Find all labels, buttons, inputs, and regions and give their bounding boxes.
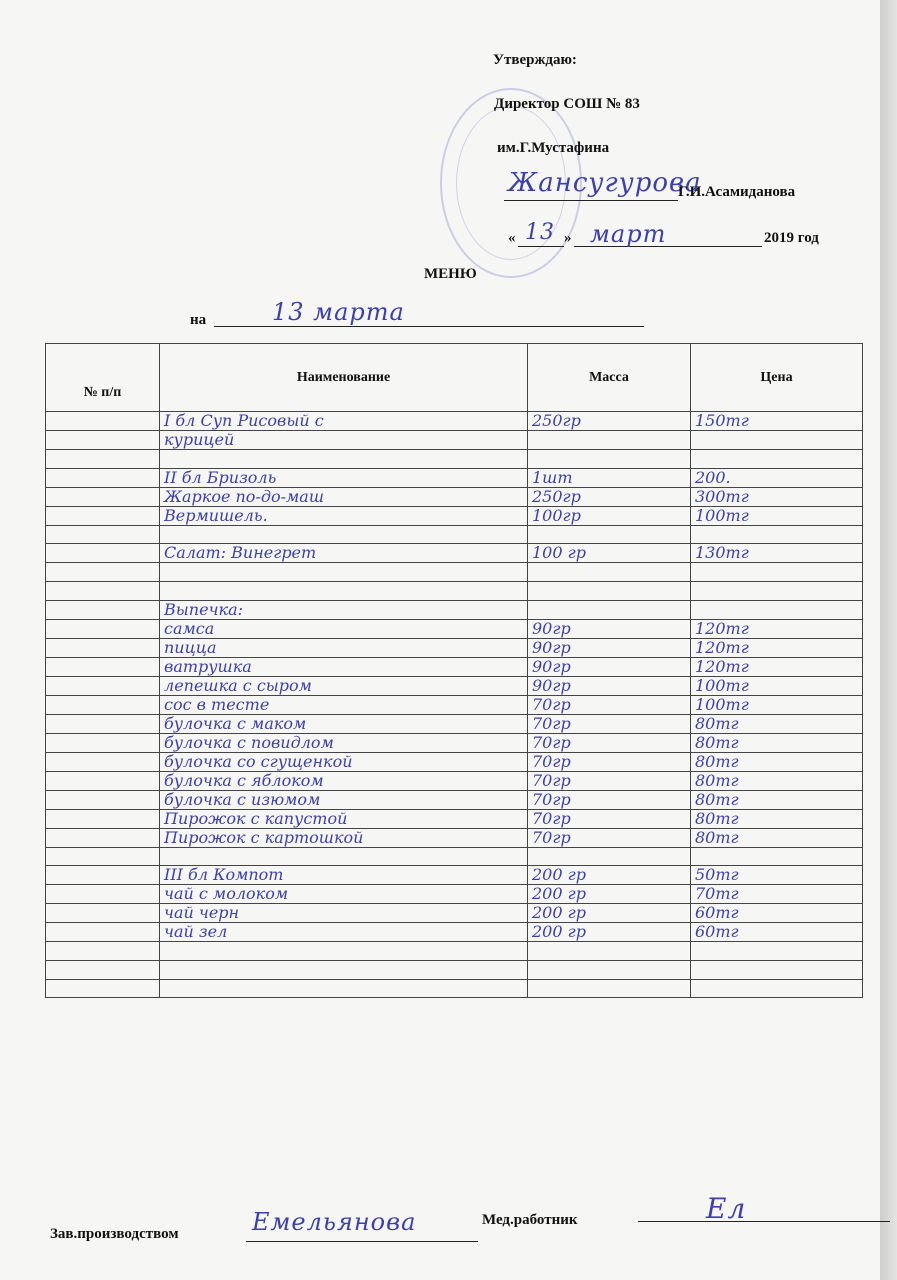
item-mass xyxy=(528,979,691,998)
table-row xyxy=(46,638,863,657)
item-name: самса xyxy=(160,619,528,638)
item-price: 120тг xyxy=(691,657,863,676)
date-day: 13 xyxy=(525,220,555,245)
director-signature: Жансугурова xyxy=(508,168,702,198)
item-number xyxy=(46,450,160,469)
item-number xyxy=(46,619,160,638)
item-mass xyxy=(528,525,691,544)
menu-date: 13 марта xyxy=(272,298,405,326)
item-name: пицца xyxy=(160,638,528,657)
item-number xyxy=(46,733,160,752)
item-price: 80тг xyxy=(691,809,863,828)
item-price: 80тг xyxy=(691,714,863,733)
item-mass: 200 гр xyxy=(528,866,691,885)
item-mass: 100гр xyxy=(528,506,691,525)
item-name: чай черн xyxy=(160,904,528,923)
item-price: 120тг xyxy=(691,619,863,638)
item-name: II бл Бризоль xyxy=(160,468,528,487)
item-name: булочка со сгущенкой xyxy=(160,752,528,771)
item-price: 70тг xyxy=(691,885,863,904)
table-row xyxy=(46,676,863,695)
item-number xyxy=(46,809,160,828)
item-number xyxy=(46,563,160,582)
item-name: булочка с яблоком xyxy=(160,771,528,790)
page-title: МЕНЮ xyxy=(424,266,477,282)
item-name xyxy=(160,450,528,469)
item-mass xyxy=(528,431,691,450)
item-number xyxy=(46,695,160,714)
item-mass: 70гр xyxy=(528,714,691,733)
column-header-price: Цена xyxy=(691,344,863,412)
item-name: Пирожок с картошкой xyxy=(160,828,528,847)
menu-date-prefix: на xyxy=(190,312,207,328)
item-number xyxy=(46,828,160,847)
item-name xyxy=(160,942,528,961)
date-year: 2019 год xyxy=(764,230,819,246)
item-mass xyxy=(528,847,691,866)
item-price: 80тг xyxy=(691,752,863,771)
item-price: 80тг xyxy=(691,790,863,809)
table-row xyxy=(46,450,863,469)
table-row xyxy=(46,904,863,923)
item-mass: 70гр xyxy=(528,695,691,714)
item-name: Салат: Винегрет xyxy=(160,544,528,563)
item-name: III бл Компот xyxy=(160,866,528,885)
item-name: I бл Суп Рисовый с xyxy=(160,412,528,431)
item-mass: 200 гр xyxy=(528,885,691,904)
table-row xyxy=(46,563,863,582)
table-row xyxy=(46,828,863,847)
table-row xyxy=(46,525,863,544)
item-number xyxy=(46,885,160,904)
item-name: булочка с изюмом xyxy=(160,790,528,809)
item-name xyxy=(160,525,528,544)
item-number xyxy=(46,657,160,676)
item-number xyxy=(46,752,160,771)
item-mass xyxy=(528,960,691,979)
item-number xyxy=(46,923,160,942)
item-name: булочка с повидлом xyxy=(160,733,528,752)
item-price: 50тг xyxy=(691,866,863,885)
item-price: 120тг xyxy=(691,638,863,657)
column-header-mass: Масса xyxy=(528,344,691,412)
column-header-name: Наименование xyxy=(160,344,528,412)
item-mass: 70гр xyxy=(528,790,691,809)
medic-signature: Ел xyxy=(706,1192,747,1225)
item-number xyxy=(46,544,160,563)
item-price xyxy=(691,960,863,979)
item-name: лепешка с сыром xyxy=(160,676,528,695)
item-name: ватрушка xyxy=(160,657,528,676)
approve-label: Утверждаю: xyxy=(493,52,577,68)
table-row xyxy=(46,619,863,638)
date-close-quote: » xyxy=(564,230,572,246)
director-signature-line xyxy=(504,200,678,201)
item-number xyxy=(46,790,160,809)
item-number xyxy=(46,942,160,961)
item-number xyxy=(46,431,160,450)
table-row xyxy=(46,885,863,904)
table-row xyxy=(46,847,863,866)
table-row xyxy=(46,866,863,885)
medic-signature-line xyxy=(638,1221,890,1222)
item-name xyxy=(160,563,528,582)
item-name xyxy=(160,979,528,998)
item-name: чай с молоком xyxy=(160,885,528,904)
item-name xyxy=(160,847,528,866)
table-row xyxy=(46,600,863,619)
item-name: чай зел xyxy=(160,923,528,942)
school-name: им.Г.Мустафина xyxy=(497,140,610,156)
item-price xyxy=(691,979,863,998)
item-mass: 1шт xyxy=(528,468,691,487)
item-price: 100тг xyxy=(691,676,863,695)
item-price: 60тг xyxy=(691,923,863,942)
production-signature: Емельянова xyxy=(252,1208,417,1236)
table-row xyxy=(46,487,863,506)
item-price: 80тг xyxy=(691,733,863,752)
item-number xyxy=(46,960,160,979)
item-number xyxy=(46,904,160,923)
item-mass: 250гр xyxy=(528,412,691,431)
table-row xyxy=(46,790,863,809)
table-row xyxy=(46,431,863,450)
table-row xyxy=(46,695,863,714)
table-header-row xyxy=(46,344,863,412)
item-name: булочка с маком xyxy=(160,714,528,733)
medic-label: Мед.работник xyxy=(482,1212,578,1228)
item-name: Вермишель. xyxy=(160,506,528,525)
director-title: Директор СОШ № 83 xyxy=(494,96,640,112)
item-number xyxy=(46,600,160,619)
column-header-number: № п/п xyxy=(46,344,160,412)
item-name: Жаркое по-до-маш xyxy=(160,487,528,506)
table-row xyxy=(46,506,863,525)
item-price: 300тг xyxy=(691,487,863,506)
item-name xyxy=(160,960,528,979)
item-price: 150тг xyxy=(691,412,863,431)
item-price: 80тг xyxy=(691,828,863,847)
item-mass: 70гр xyxy=(528,809,691,828)
item-name: курицей xyxy=(160,431,528,450)
item-mass xyxy=(528,450,691,469)
item-mass: 90гр xyxy=(528,657,691,676)
item-number xyxy=(46,525,160,544)
table-row xyxy=(46,468,863,487)
item-mass: 70гр xyxy=(528,828,691,847)
item-mass: 200 гр xyxy=(528,923,691,942)
table-row xyxy=(46,942,863,961)
item-price: 60тг xyxy=(691,904,863,923)
item-mass: 70гр xyxy=(528,752,691,771)
item-mass: 250гр xyxy=(528,487,691,506)
item-mass xyxy=(528,600,691,619)
item-number xyxy=(46,979,160,998)
item-name: сос в тесте xyxy=(160,695,528,714)
item-price xyxy=(691,847,863,866)
item-name: Выпечка: xyxy=(160,600,528,619)
item-price: 200. xyxy=(691,468,863,487)
item-number xyxy=(46,506,160,525)
item-mass: 90гр xyxy=(528,676,691,695)
table-row xyxy=(46,979,863,998)
item-mass: 90гр xyxy=(528,619,691,638)
item-price xyxy=(691,525,863,544)
director-name: Г.И.Асамиданова xyxy=(678,184,796,200)
date-open-quote: « xyxy=(508,230,516,246)
table-row xyxy=(46,544,863,563)
item-price xyxy=(691,431,863,450)
item-price xyxy=(691,450,863,469)
table-row xyxy=(46,412,863,431)
table-row xyxy=(46,960,863,979)
item-number xyxy=(46,866,160,885)
item-number xyxy=(46,468,160,487)
date-day-line xyxy=(518,246,564,247)
item-number xyxy=(46,847,160,866)
item-number xyxy=(46,676,160,695)
item-mass: 90гр xyxy=(528,638,691,657)
item-price xyxy=(691,600,863,619)
item-price: 80тг xyxy=(691,771,863,790)
table-row xyxy=(46,581,863,600)
item-mass: 200 гр xyxy=(528,904,691,923)
table-row xyxy=(46,657,863,676)
page-edge xyxy=(880,0,897,1280)
item-mass xyxy=(528,563,691,582)
table-row xyxy=(46,923,863,942)
item-name xyxy=(160,581,528,600)
item-mass: 70гр xyxy=(528,771,691,790)
table-row xyxy=(46,733,863,752)
item-price: 130тг xyxy=(691,544,863,563)
item-price xyxy=(691,942,863,961)
item-price: 100тг xyxy=(691,506,863,525)
table-row xyxy=(46,771,863,790)
item-mass xyxy=(528,581,691,600)
item-number xyxy=(46,771,160,790)
item-mass: 100 гр xyxy=(528,544,691,563)
menu-date-line xyxy=(214,326,644,327)
menu-table xyxy=(45,343,863,998)
production-signature-line xyxy=(246,1241,478,1242)
item-mass xyxy=(528,942,691,961)
date-month: март xyxy=(590,220,667,248)
production-label: Зав.производством xyxy=(50,1226,179,1242)
table-row xyxy=(46,714,863,733)
item-mass: 70гр xyxy=(528,733,691,752)
item-number xyxy=(46,638,160,657)
table-row xyxy=(46,809,863,828)
item-price: 100тг xyxy=(691,695,863,714)
table-row xyxy=(46,752,863,771)
item-number xyxy=(46,581,160,600)
item-number xyxy=(46,412,160,431)
item-number xyxy=(46,487,160,506)
item-number xyxy=(46,714,160,733)
item-price xyxy=(691,563,863,582)
item-price xyxy=(691,581,863,600)
item-name: Пирожок с капустой xyxy=(160,809,528,828)
